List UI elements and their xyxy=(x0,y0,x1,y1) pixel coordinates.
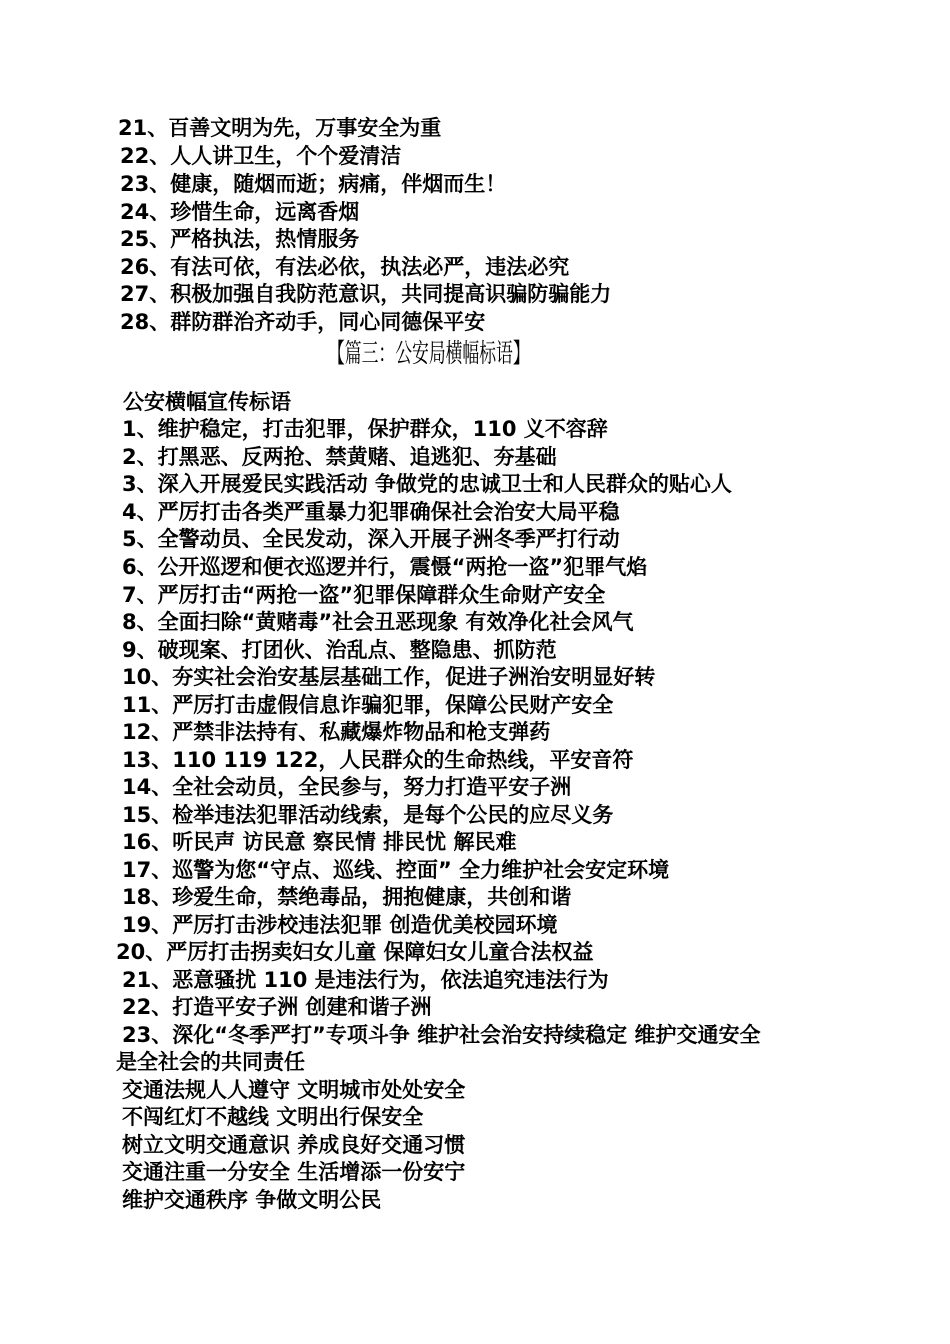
slogan-item: 22、打造平安子洲 创建和谐子洲 xyxy=(122,995,432,1019)
slogan-item: 9、破现案、打团伙、治乱点、整隐患、抓防范 xyxy=(122,638,557,662)
slogan-item: 4、严厉打击各类严重暴力犯罪确保社会治安大局平稳 xyxy=(122,500,620,524)
slogan-item: 1、维护稳定，打击犯罪，保护群众，110 义不容辞 xyxy=(122,417,608,441)
top-list-item-28: 28、群防群治齐动手，同心同德保平安 xyxy=(120,310,486,334)
traffic-slogan: 不闯红灯不越线 文明出行保安全 xyxy=(122,1105,424,1129)
top-list-item-27: 27、积极加强自我防范意识，共同提高识骗防骗能力 xyxy=(120,282,612,306)
slogan-item: 3、深入开展爱民实践活动 争做党的忠诚卫士和人民群众的贴心人 xyxy=(122,472,732,496)
slogan-item: 14、全社会动员，全民参与，努力打造平安子洲 xyxy=(122,775,572,799)
slogan-item: 13、110 119 122，人民群众的生命热线，平安音符 xyxy=(122,748,634,772)
slogan-item: 23、深化“冬季严打”专项斗争 维护社会治安持续稳定 维护交通安全 xyxy=(122,1023,761,1047)
slogan-item: 15、检举违法犯罪活动线索，是每个公民的应尽义务 xyxy=(122,803,614,827)
traffic-slogan: 交通法规人人遵守 文明城市处处安全 xyxy=(122,1078,466,1102)
top-list-item-25: 25、严格执法，热情服务 xyxy=(120,227,360,251)
top-list-item-23: 23、健康，随烟而逝；病痛，伴烟而生！ xyxy=(120,172,507,196)
slogan-item: 12、严禁非法持有、私藏爆炸物品和枪支弹药 xyxy=(122,720,551,744)
slogan-item-continuation: 是全社会的共同责任 xyxy=(116,1050,305,1074)
slogan-item: 11、严厉打击虚假信息诈骗犯罪，保障公民财产安全 xyxy=(122,693,614,717)
slogan-item: 21、恶意骚扰 110 是违法行为，依法追究违法行为 xyxy=(122,968,609,992)
top-list-item-24: 24、珍惜生命，远离香烟 xyxy=(120,200,360,224)
slogan-item: 17、巡警为您“守点、巡线、控面” 全力维护社会安定环境 xyxy=(122,858,670,882)
slogan-item: 19、严厉打击涉校违法犯罪 创造优美校园环境 xyxy=(122,913,558,937)
section-title: 【篇三：公安局横幅标语】 xyxy=(328,339,530,369)
traffic-slogan: 树立文明交通意识 养成良好交通习惯 xyxy=(122,1133,466,1157)
slogan-item: 20、严厉打击拐卖妇女儿童 保障妇女儿童合法权益 xyxy=(116,940,594,964)
slogan-item: 18、珍爱生命，禁绝毒品，拥抱健康，共创和谐 xyxy=(122,885,572,909)
slogan-item: 7、严厉打击“两抢一盗”犯罪保障群众生命财产安全 xyxy=(122,583,606,607)
top-list-item-22: 22、人人讲卫生，个个爱清洁 xyxy=(120,144,402,168)
slogan-item: 16、听民声 访民意 察民情 排民忧 解民难 xyxy=(122,830,517,854)
slogan-item: 10、夯实社会治安基层基础工作，促进子洲治安明显好转 xyxy=(122,665,656,689)
subtitle: 公安横幅宣传标语 xyxy=(123,390,291,414)
top-list-item-21: 21、百善文明为先，万事安全为重 xyxy=(118,116,442,140)
top-list-item-26: 26、有法可依，有法必依，执法必严，违法必究 xyxy=(120,255,570,279)
slogan-item: 2、打黑恶、反两抢、禁黄赌、追逃犯、夯基础 xyxy=(122,445,557,469)
slogan-item: 6、公开巡逻和便衣巡逻并行，震慑“两抢一盗”犯罪气焰 xyxy=(122,555,648,579)
slogan-item: 8、全面扫除“黄赌毒”社会丑恶现象 有效净化社会风气 xyxy=(122,610,634,634)
traffic-slogan: 维护交通秩序 争做文明公民 xyxy=(122,1188,382,1212)
slogan-item: 5、全警动员、全民发动，深入开展子洲冬季严打行动 xyxy=(122,527,620,551)
traffic-slogan: 交通注重一分安全 生活增添一份安宁 xyxy=(122,1160,466,1184)
